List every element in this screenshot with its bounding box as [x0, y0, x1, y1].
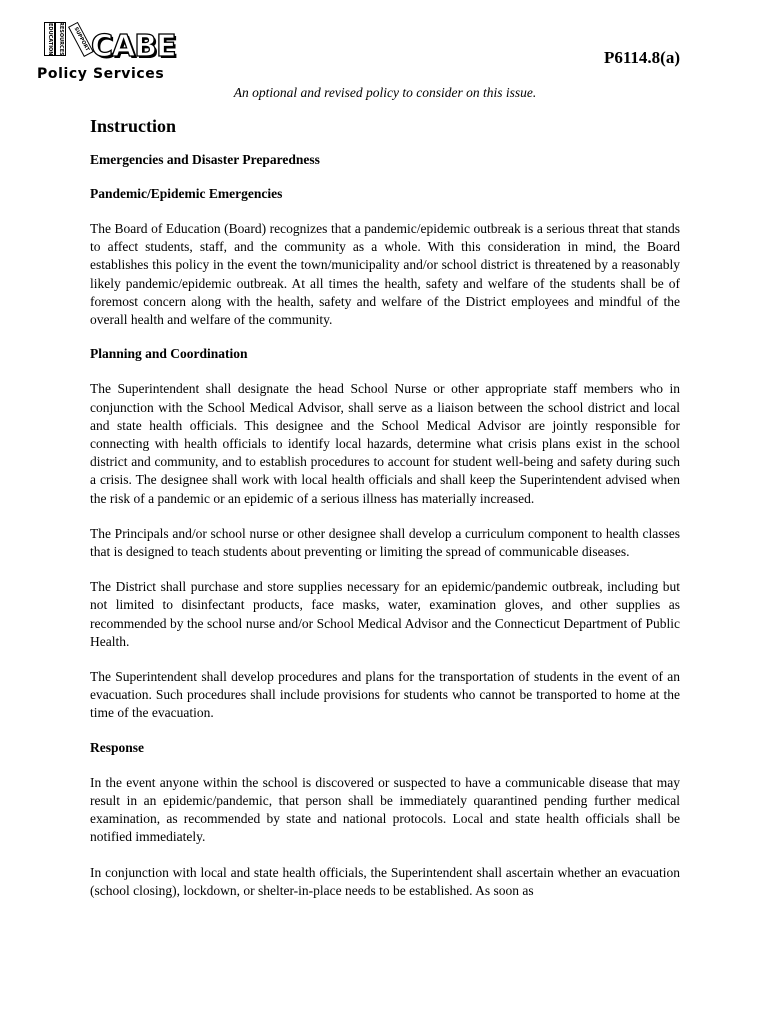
policy-subtitle: An optional and revised policy to consider on this issue.	[233, 85, 537, 100]
planning-paragraph-4: The Superintendent shall develop procedures and plans for the transportation of students in the event of an evacuation. Such procedures shall include provisions for students who cannot be transported to home at the time of the evacuation.	[90, 669, 680, 721]
policy-code: P6114.8(a)	[603, 48, 680, 67]
book-education: EDUCATION	[44, 22, 55, 56]
planning-paragraph-3: The District shall purchase and store supplies necessary for an epidemic/pandemic outbreak, including but not limited to disinfectant products, face masks, water, examination gloves, and other supplies as recommended by the school nurse and/or School Medical Advisor and the Connecticut Department of Public Health.	[90, 579, 680, 649]
planning-paragraph-2: The Principals and/or school nurse or other designee shall develop a curriculum component to health classes that is designed to teach students about preventing or limiting the spread of communicable diseases.	[90, 525, 680, 559]
document-body	[90, 116, 680, 917]
planning-heading: Planning and Coordination	[90, 346, 248, 362]
topic-title: Emergencies and Disaster Preparedness	[90, 151, 320, 167]
response-paragraph-2: In conjunction with local and state health officials, the Superintendent shall ascertain whether an evacuation (school closing), lockdown, or shelter-in-place needs to be established. As soon as	[90, 864, 680, 898]
subtopic-title: Pandemic/Epidemic Emergencies	[90, 185, 283, 201]
logo-subtitle: Policy Services	[37, 66, 165, 82]
intro-paragraph: The Board of Education (Board) recognizes that a pandemic/epidemic outbreak is a serious threat that stands to affect students, staff, and the community as a whole. With this consideration in mind, the Board establishes this policy in the event the town/municipality and/or school district is threatened by a reasonably likely pandemic/epidemic outbreak. At all times the health, safety and welfare of the students shall be of foremost concern along with the health, safety and welfare of the District employees and mindful of the overall health and welfare of the community.	[90, 220, 680, 327]
book-support: SUPPORT	[68, 22, 94, 57]
logo-wordmark: CABE	[91, 29, 176, 64]
books-icon	[44, 20, 98, 70]
cabe-logo	[34, 16, 179, 86]
planning-paragraph-1: The Superintendent shall designate the head School Nurse or other appropriate staff members who in conjunction with the School Medical Advisor, shall serve as a liaison between the school district and local and state health officials. This designee and the School Medical Advisor are jointly responsible for connecting with health officials to identify local hazards, determine what crisis plans exist in the school district and community, and to establish procedures to account for student well-being and safety during such a crisis. The designee shall work with local health officials and shall keep the Superintendent advised when the risk of a pandemic or an epidemic of a serious illness has materially increased.	[90, 381, 680, 506]
response-heading: Response	[90, 739, 145, 755]
response-paragraph-1: In the event anyone within the school is discovered or suspected to have a communicable disease that may result in an epidemic/pandemic, that person shall be immediately quarantined pending further medical examination, as recommended by state and national protocols. Local and state health officials shall be notified immediately.	[90, 774, 680, 845]
book-resources: RESOURCES	[55, 22, 66, 56]
section-title: Instruction	[90, 116, 177, 136]
